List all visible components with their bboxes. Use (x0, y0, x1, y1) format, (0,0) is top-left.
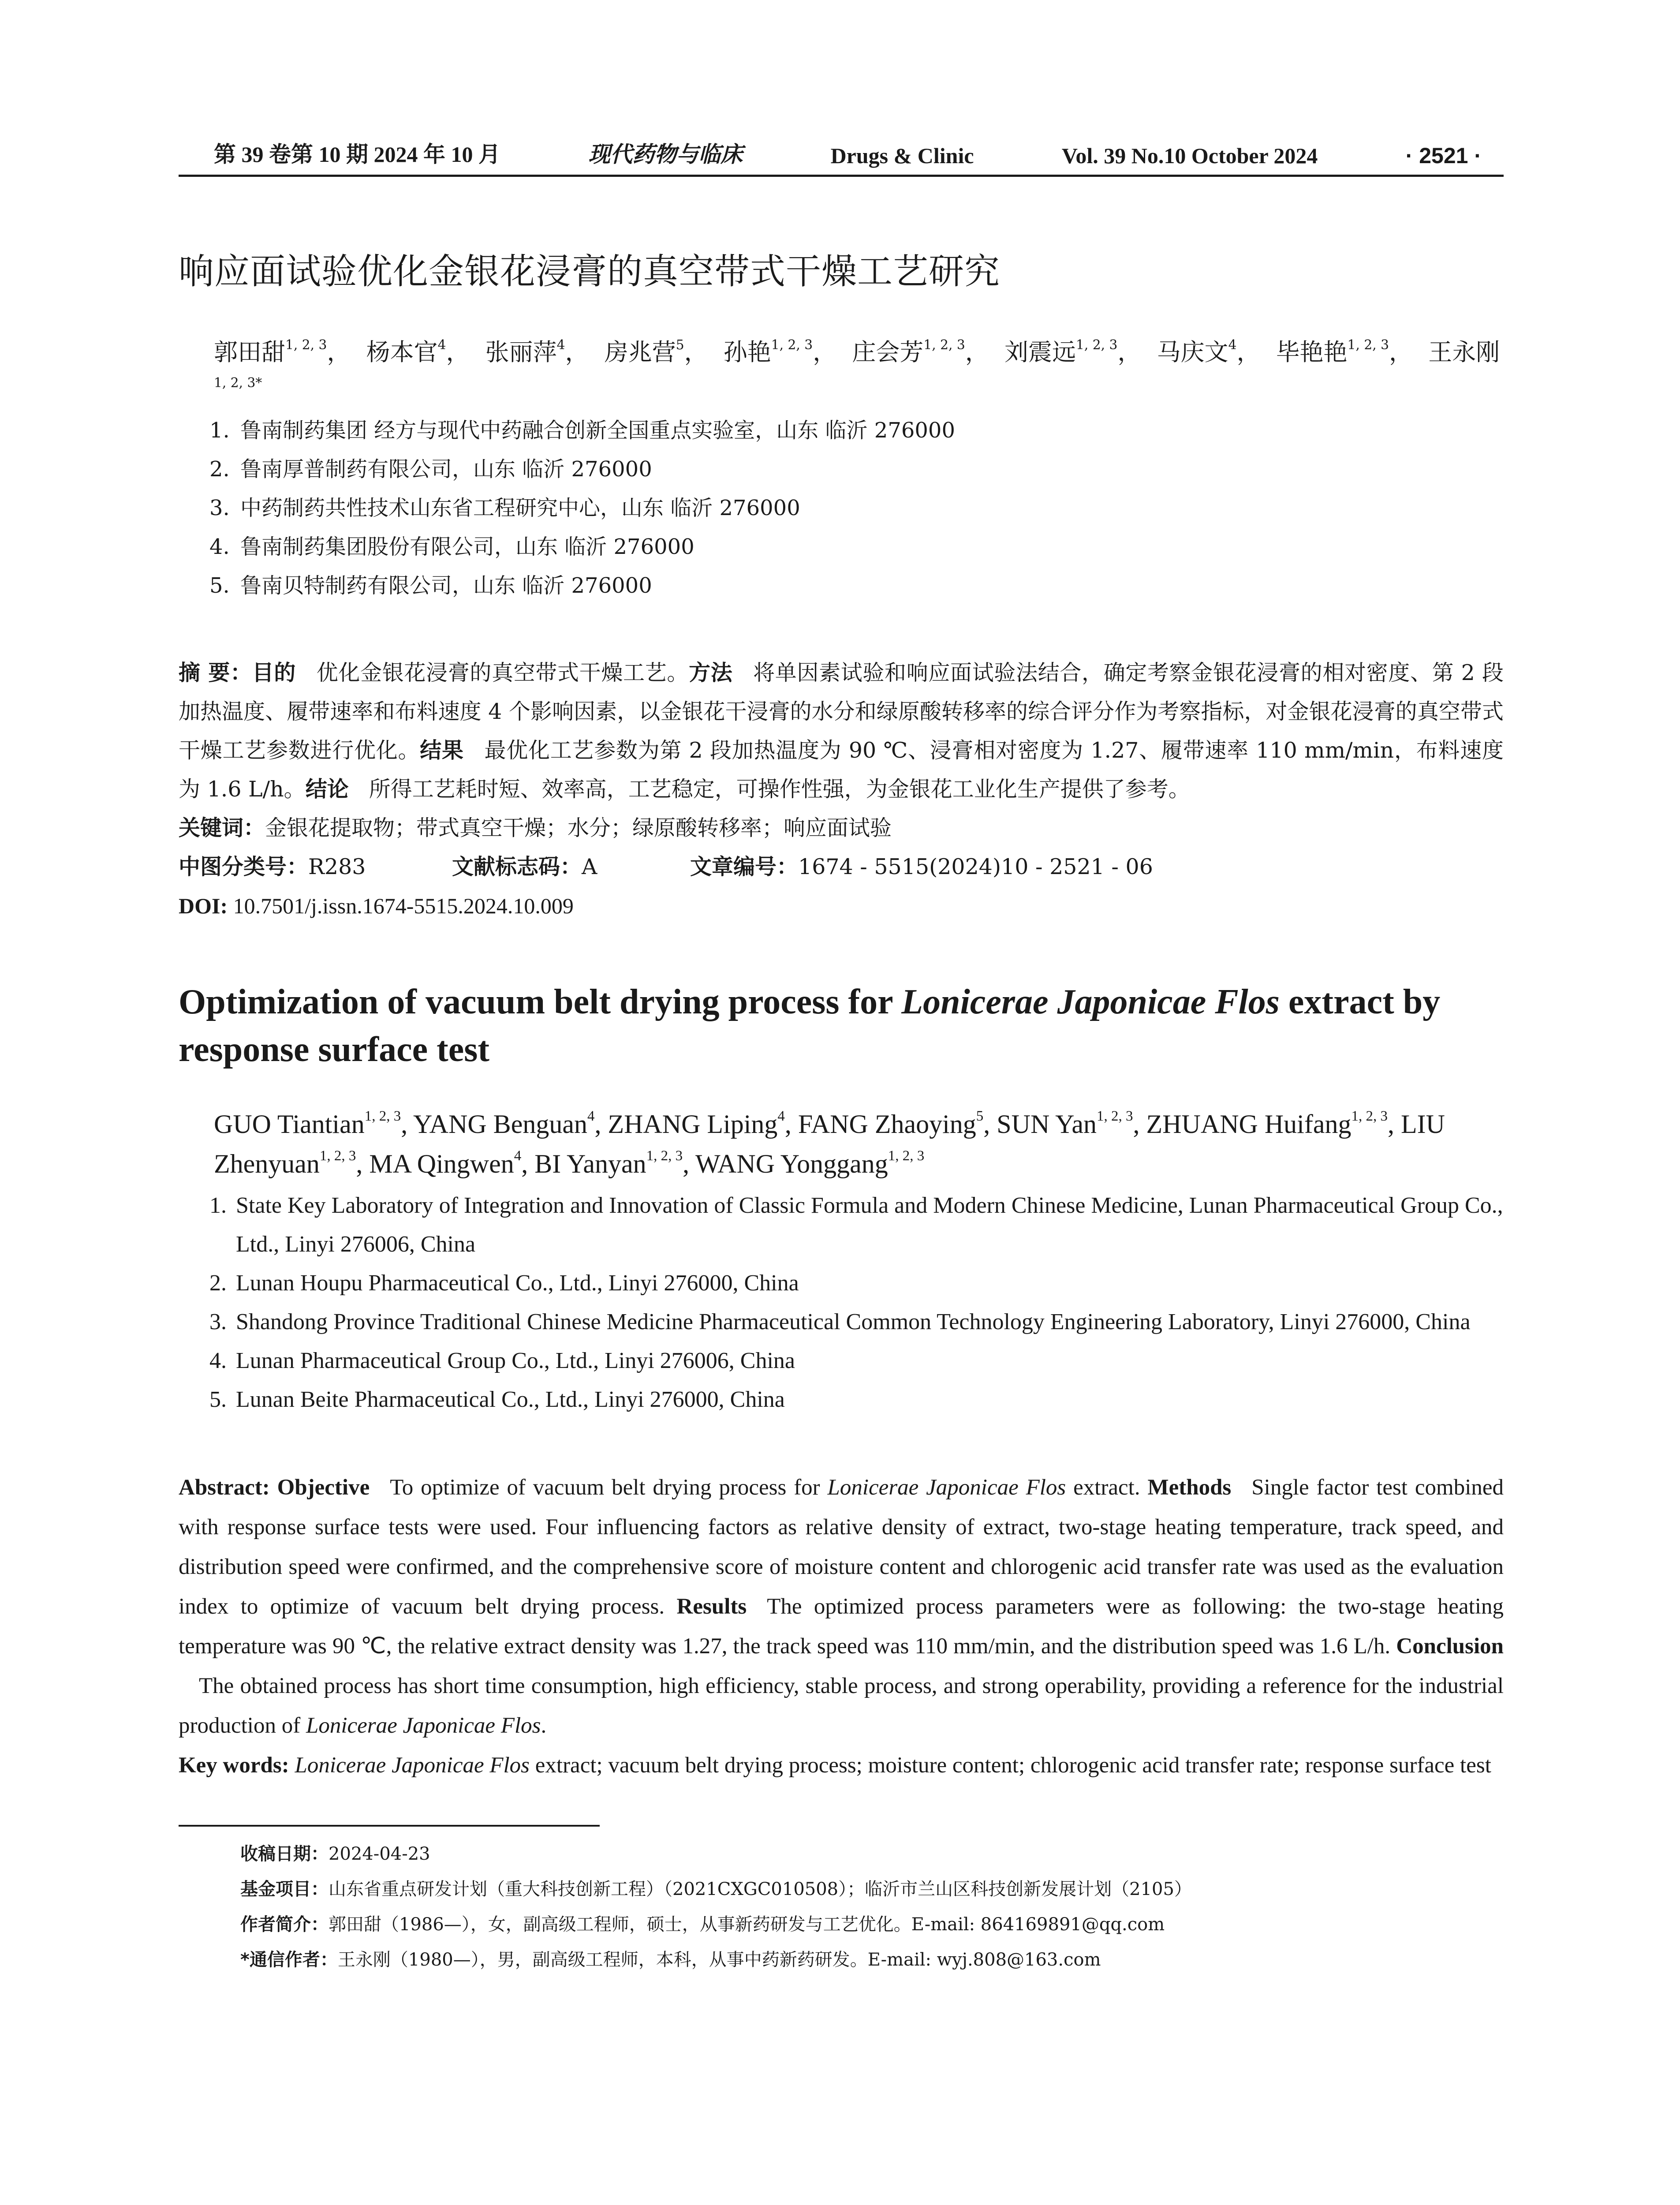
header-journal-cn: 现代药物与临床 (588, 141, 743, 167)
author: 张丽萍$^4$， (485, 337, 589, 366)
author-affiliation-marker: 1, 2, 3 (923, 337, 965, 353)
author-affiliation-marker: 1, 2, 3 (1351, 1108, 1388, 1124)
results-label-en: Results (676, 1594, 747, 1619)
author-name: 刘震远 (1004, 338, 1076, 366)
conclusion-text-en-2: . (541, 1713, 547, 1738)
header-issue-cn: 第 39 卷第 10 期 2024 年 10 月 (214, 142, 500, 167)
author: BI Yanyan$^{1, 2, 3}$, (534, 1147, 690, 1178)
author-affiliation-marker: 4 (514, 1147, 522, 1164)
author-affiliation-marker: 1, 2, 3 (771, 337, 813, 353)
affiliation-item (209, 450, 1504, 489)
affiliation-item (209, 1303, 1504, 1342)
author-affiliation-marker: 5 (976, 1108, 984, 1124)
affiliation-number: 2. (209, 457, 230, 482)
english-affiliation-list (209, 1186, 1504, 1419)
author-name: MA Qingwen (369, 1149, 514, 1178)
author-name: 庄会芳 (852, 338, 924, 366)
affiliation-number: 4. (209, 1348, 227, 1373)
author-affiliation-marker: 1, 2, 3 (319, 1147, 356, 1164)
header-page-number: · 2521 · (1405, 143, 1482, 168)
conclusion-label-en: Conclusion (1396, 1634, 1504, 1659)
author-affiliation-marker: 1, 2, 3 (1347, 337, 1389, 353)
affiliation-number: 1. (209, 1193, 227, 1218)
english-title-species: Lonicerae Japonicae Flos (901, 983, 1280, 1021)
author: GUO Tiantian$^{1, 2, 3}$, (214, 1108, 408, 1139)
author-affiliation-marker: 1, 2, 3 (1097, 1108, 1133, 1124)
chinese-author-list (214, 333, 1504, 409)
author: 马庆文$^4$， (1157, 337, 1261, 366)
objective-species-en: Lonicerae Japonicae Flos (827, 1475, 1066, 1500)
fund-label: 基金项目： (240, 1879, 329, 1899)
affiliation-number: 3. (209, 496, 230, 520)
keywords-text-en: extract; vacuum belt drying process; moisture content; chlorogenic acid transfer rate; response surface test (530, 1753, 1491, 1778)
objective-label-en: Objective (277, 1475, 370, 1500)
author: FANG Zhaoying$^5$, (798, 1108, 990, 1139)
keywords-species-en: Lonicerae Japonicae Flos (295, 1753, 530, 1778)
affiliation-item (209, 1264, 1504, 1303)
affiliation-text: 鲁南厚普制药有限公司，山东 临沂 276000 (240, 457, 652, 482)
article-number-value: 1674 - 5515(2024)10 - 2521 - 06 (798, 854, 1153, 879)
header-journal-en: Drugs & Clinic (830, 143, 974, 168)
conclusion-text-en-1: The obtained process has short time consumption, high efficiency, stable process, and strong operability, providing a reference for the industrial production of (179, 1674, 1504, 1738)
received-date: 2024-04-23 (329, 1844, 430, 1864)
english-title (179, 978, 1504, 1073)
affiliation-item (209, 411, 1504, 450)
author-name: 马庆文 (1157, 338, 1228, 366)
fund-text: 山东省重点研发计划（重大科技创新工程）（2021CXGC010508）；临沂市兰山区科技创新发展计划（2105） (329, 1879, 1192, 1899)
objective-text-en-2: extract. (1066, 1475, 1140, 1500)
footnote-corresponding (240, 1942, 1504, 1977)
keywords-en (179, 1745, 1504, 1785)
abstract-label-en: Abstract: (179, 1475, 270, 1500)
footnote-received (240, 1836, 1504, 1872)
affiliation-text: Lunan Beite Pharmaceutical Co., Ltd., Linyi 276000, China (236, 1387, 785, 1412)
author-name: BI Yanyan (534, 1149, 646, 1178)
author-name: FANG Zhaoying (798, 1110, 976, 1139)
methods-text-en: Single factor test combined with response surface tests were used. Four influencing factors as relative density of extract, two-stage heating temperature, track speed, and distribution speed were confirmed, and the comprehensive score of moisture content and chlorogenic acid transfer rate was used as the evaluation index to optimize of vacuum belt drying process. (179, 1475, 1504, 1619)
methods-label-en: Methods (1147, 1475, 1232, 1500)
conclusion-label-cn: 结论 (305, 777, 349, 802)
objective-text-en-1: To optimize of vacuum belt drying process for (390, 1475, 828, 1500)
author-affiliation-marker: 1, 2, 3 (364, 1108, 401, 1124)
affiliation-text: Shandong Province Traditional Chinese Medicine Pharmaceutical Common Technology Engineering Laboratory, Linyi 276000, China (236, 1309, 1471, 1334)
footnote-divider (179, 1825, 600, 1827)
author-name: GUO Tiantian (214, 1110, 365, 1139)
author: 杨本官$^4$， (366, 337, 470, 366)
affiliation-number: 1. (209, 418, 230, 443)
article-number-label: 文章编号： (690, 854, 799, 879)
affiliation-text: 中药制药共性技术山东省工程研究中心，山东 临沂 276000 (240, 496, 800, 520)
affiliation-item (209, 527, 1504, 566)
english-abstract (179, 1468, 1504, 1745)
affiliation-number: 2. (209, 1271, 227, 1296)
doc-code-value: A (582, 854, 597, 879)
footnote-author (240, 1907, 1504, 1942)
corresponding-text: 王永刚（1980—），男，副高级工程师，本科，从事中药新药研发。E-mail: wyj.808@163.com (337, 1950, 1101, 1970)
affiliation-item (209, 1380, 1504, 1419)
running-header (179, 137, 1504, 177)
author: MA Qingwen$^4$, (369, 1147, 528, 1178)
footnote-fund (240, 1872, 1504, 1907)
doc-code-label: 文献标志码： (452, 854, 582, 879)
conclusion-text-cn: 所得工艺耗时短、效率高，工艺稳定，可操作性强，为金银花工业化生产提供了参考。 (369, 777, 1190, 802)
article-page (179, 137, 1504, 1977)
author-affiliation-marker: 1, 2, 3 (1075, 337, 1118, 353)
affiliation-text: State Key Laboratory of Integration and Innovation of Classic Formula and Modern Chinese Medicine, Lunan Pharmaceutical Group Co., Ltd., Linyi 276006, China (236, 1193, 1503, 1257)
chinese-title: 响应面试验优化金银花浸膏的真空带式干燥工艺研究 (179, 251, 1000, 292)
author: 毕艳艳$^{1, 2, 3}$， (1276, 337, 1413, 366)
author-affiliation-marker: 4 (587, 1108, 595, 1124)
clc-label: 中图分类号： (179, 854, 309, 879)
author: 郭田甜$^{1, 2, 3}$， (214, 337, 351, 366)
author: 房兆营$^5$， (604, 337, 708, 366)
conclusion-species-en: Lonicerae Japonicae Flos (306, 1713, 541, 1738)
methods-label-cn: 方法 (689, 660, 733, 685)
footnotes (240, 1836, 1504, 1977)
affiliation-number: 4. (209, 534, 230, 559)
author: ZHUANG Huifang$^{1, 2, 3}$, (1146, 1108, 1394, 1139)
author-name: SUN Yan (997, 1110, 1097, 1139)
author-affiliation-marker: 4 (777, 1108, 785, 1124)
author: SUN Yan$^{1, 2, 3}$, (997, 1108, 1140, 1139)
affiliation-number: 5. (209, 573, 230, 598)
author: 孙艳$^{1, 2, 3}$， (723, 337, 837, 366)
author-name: ZHUANG Huifang (1146, 1110, 1351, 1139)
author: 刘震远$^{1, 2, 3}$， (1004, 337, 1142, 366)
author-affiliation-marker: 5 (676, 337, 684, 353)
author-name: YANG Benguan (413, 1110, 587, 1139)
author-name: LIU Zhenyuan (214, 1110, 1445, 1178)
affiliation-number: 3. (209, 1309, 227, 1334)
author-bio-text: 郭田甜（1986—），女，副高级工程师，硕士，从事新药研发与工艺优化。E-mail: 864169891@qq.com (329, 1914, 1165, 1935)
results-text-cn: 最优化工艺参数为第 2 段加热温度为 90 ℃、浸膏相对密度为 1.27、履带速率 110 mm/min，布料速度为 1.6 L/h。 (179, 738, 1504, 802)
author-affiliation-marker: 1, 2, 3* (214, 375, 262, 391)
affiliation-item (209, 489, 1504, 527)
author-bio-label: 作者简介： (240, 1914, 329, 1935)
author-name: WANG Yonggang (695, 1149, 888, 1178)
author-affiliation-marker: 4 (1228, 337, 1237, 353)
keywords-label-en: Key words: (179, 1753, 289, 1778)
english-author-list (214, 1104, 1504, 1184)
doi-line (179, 886, 1504, 925)
chinese-abstract (179, 654, 1504, 809)
author-affiliation-marker: 1, 2, 3 (646, 1147, 683, 1164)
doi-value[interactable]: 10.7501/j.issn.1674-5515.2024.10.009 (233, 893, 574, 918)
affiliation-text: 鲁南贝特制药有限公司，山东 临沂 276000 (240, 573, 652, 598)
author: YANG Benguan$^4$, (413, 1108, 601, 1139)
author-name: 郭田甜 (214, 338, 285, 366)
author: LIU Zhenyuan$^{1, 2, 3}$, (214, 1110, 1445, 1178)
author-affiliation-marker: 1, 2, 3 (888, 1147, 925, 1164)
affiliation-number: 5. (209, 1387, 227, 1412)
author-name: 房兆营 (604, 338, 676, 366)
author-name: 毕艳艳 (1276, 338, 1348, 366)
author (695, 1149, 924, 1178)
clc-value: R283 (308, 854, 366, 879)
methods-text-cn: 将单因素试验和响应面试验法结合，确定考察金银花浸膏的相对密度、第 2 段加热温度、履带速率和布料速度 4 个影响因素，以金银花干浸膏的水分和绿原酸转移率的综合评分作为考察指标，对金银花浸膏的真空带式干燥工艺参数进行优化。 (179, 660, 1504, 763)
affiliation-item (209, 1342, 1504, 1380)
english-title-part2: extract by response surface test (179, 983, 1441, 1069)
author: ZHANG Liping$^4$, (608, 1108, 791, 1139)
author-name: 张丽萍 (485, 338, 557, 366)
keywords-label-cn: 关键词： (179, 815, 265, 841)
header-volume-en: Vol. 39 No.10 October 2024 (1061, 143, 1318, 168)
received-label: 收稿日期： (240, 1844, 329, 1864)
english-title-part1: Optimization of vacuum belt drying process for (179, 983, 902, 1021)
results-label-cn: 结果 (420, 738, 464, 763)
author-affiliation-marker: 4 (437, 337, 446, 353)
affiliation-text: 鲁南制药集团 经方与现代中药融合创新全国重点实验室，山东 临沂 276000 (240, 418, 956, 443)
affiliation-text: 鲁南制药集团股份有限公司，山东 临沂 276000 (240, 534, 694, 559)
author: 庄会芳$^{1, 2, 3}$， (852, 337, 989, 366)
affiliation-text: Lunan Pharmaceutical Group Co., Ltd., Linyi 276006, China (236, 1348, 795, 1373)
keywords-cn (179, 809, 1504, 848)
objective-text-cn: 优化金银花浸膏的真空带式干燥工艺。 (316, 660, 689, 685)
chinese-affiliation-list (209, 411, 1504, 605)
affiliation-text: Lunan Houpu Pharmaceutical Co., Ltd., Linyi 276000, China (236, 1271, 799, 1296)
author-affiliation-marker: 1, 2, 3 (285, 337, 327, 353)
corresponding-label: *通信作者： (240, 1950, 338, 1970)
keywords-text-cn: 金银花提取物；带式真空干燥；水分；绿原酸转移率；响应面试验 (265, 815, 892, 841)
doi-label: DOI: (179, 893, 228, 918)
author-name: 王永刚 (1428, 338, 1500, 366)
affiliation-item (209, 1186, 1504, 1264)
classification-row (179, 848, 1504, 886)
author-name: 杨本官 (366, 338, 438, 366)
author-name: 孙艳 (723, 338, 771, 366)
affiliation-item (209, 566, 1504, 605)
abstract-label-cn: 摘 要： (179, 660, 252, 685)
results-text-en: The optimized process parameters were as following: the two-stage heating temperature was 90 ℃, the relative extract density was 1.27, the track speed was 110 mm/min, and the distribution speed was 1.6 L/h. (179, 1594, 1504, 1659)
objective-label-cn: 目的 (252, 660, 296, 685)
author-affiliation-marker: 4 (556, 337, 565, 353)
author-name: ZHANG Liping (608, 1110, 778, 1139)
